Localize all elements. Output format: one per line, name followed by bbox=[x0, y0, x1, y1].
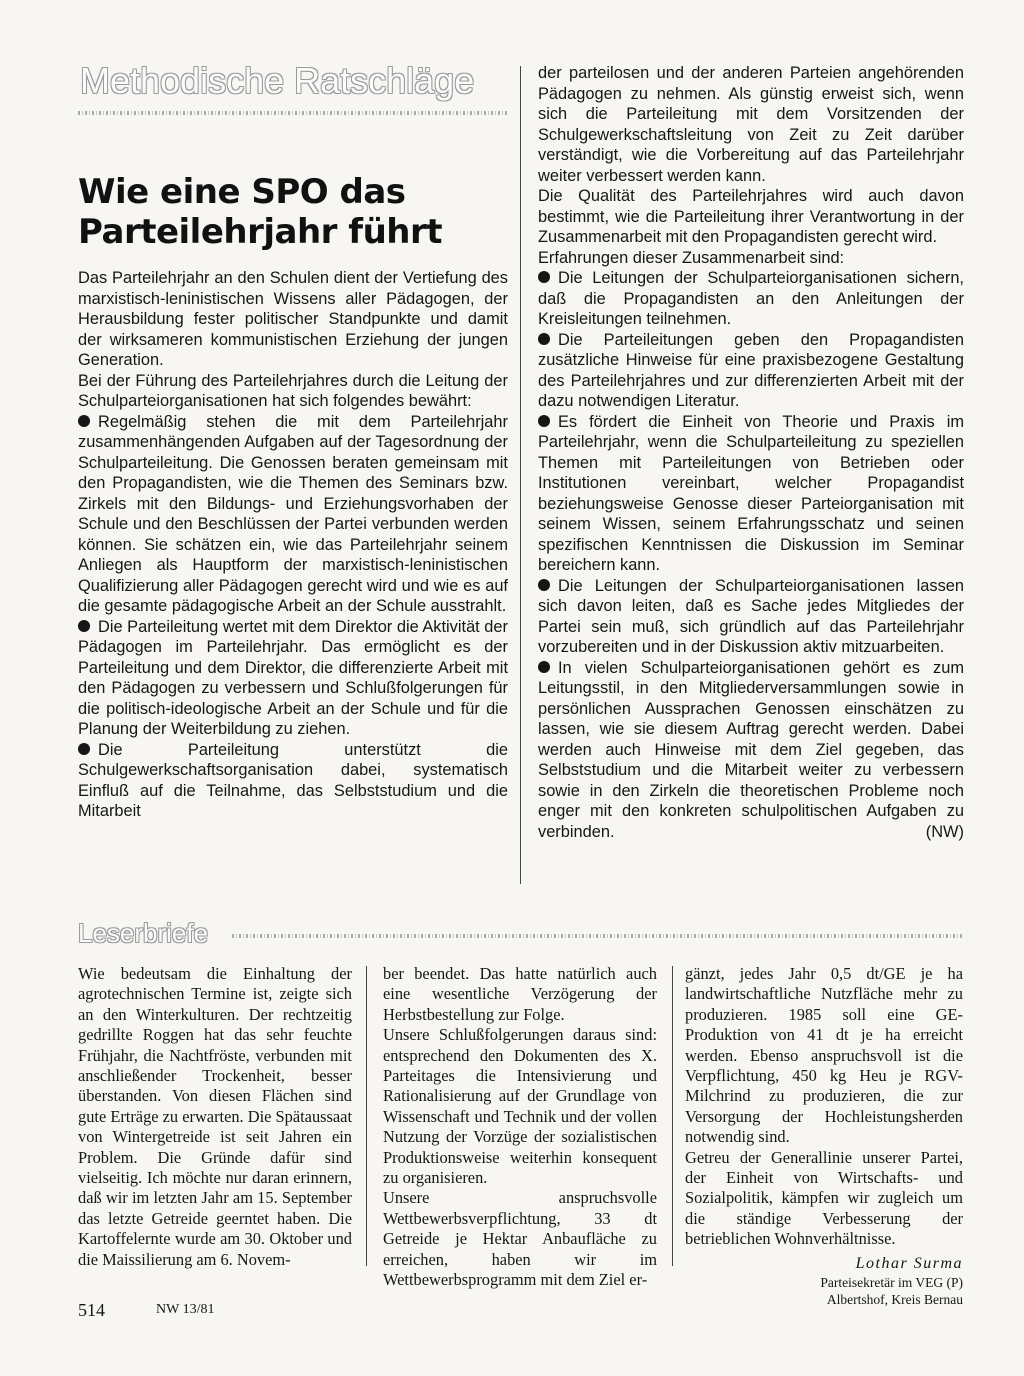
page-number: 514 bbox=[78, 1300, 105, 1320]
bullet-icon bbox=[78, 620, 90, 632]
column-divider bbox=[520, 66, 521, 884]
signature-name: Lothar Surma bbox=[855, 1254, 963, 1272]
letter-paragraph: gänzt, jedes Jahr 0,5 dt/GE je ha landwirtschaftliche Nutzfläche mehr zu produzieren. 1985 soll eine GE-Produktion von 41 dt je ha erreicht werden. Ebenso anspruchsvoll ist die Verpflichtung, 450 kg Heu je RGV-Milchrind zu produzieren, die zur Versorgung der Hochleistungsherden notwendig sind. bbox=[685, 964, 963, 1147]
article-column-right bbox=[538, 63, 964, 843]
bullet-icon bbox=[538, 579, 550, 591]
letter-paragraph: Getreu der Generallinie unserer Partei, der Einheit von Wirtschafts- und Sozialpolitik, kämpfen wir zugleich um die ständige Verbesserung der betrieblichen Wohnverhältnisse. bbox=[685, 1147, 963, 1249]
article-headline bbox=[78, 172, 508, 252]
letters-column-divider bbox=[672, 966, 673, 1266]
article-column-left bbox=[78, 268, 508, 822]
bullet-icon bbox=[538, 333, 550, 345]
letters-section-title: Leserbriefe bbox=[78, 918, 209, 948]
bullet-paragraph: Es fördert die Einheit von Theorie und Praxis im Parteilehrjahr, wenn die Schulparteileitung zu speziellen Themen mit Parteileitungen von Betrieben oder Institutionen vereinbart, welcher Propagandist beziehungsweise Genosse dieser Parteiorganisation mit seinem Wissen, seinem Erfahrungsschatz und seinen spezifischen Kenntnissen die Diskussion im Seminar bereichern kann. bbox=[538, 412, 964, 574]
letters-column-divider bbox=[366, 966, 367, 1266]
letter-signature bbox=[685, 1254, 963, 1308]
letter-paragraph: ber beendet. Das hatte natürlich auch eine wesentliche Verzögerung der Herbstbestellung zur Folge. bbox=[383, 964, 657, 1024]
paragraph: Erfahrungen dieser Zusammenarbeit sind: bbox=[538, 248, 845, 267]
bullet-icon bbox=[538, 271, 550, 283]
letters-divider bbox=[232, 934, 964, 938]
bullet-paragraph: In vielen Schulparteiorganisationen gehört es zum Leitungsstil, in den Mitgliederversammlungen sowie in persönlichen Aussprachen Genossen einschätzen zu lassen, wie sie diesem Auftrag gerecht werden. Dabei werden auch Hinweise mit dem Ziel gegeben, das Selbststudium und die Mitarbeit weiter zu verbessern sowie in den Zirkeln die theoretischen Probleme noch enger mit den konkreten schulpolitischen Aufgaben zu verbinden. bbox=[538, 658, 964, 841]
issue-label: NW 13/81 bbox=[156, 1302, 215, 1317]
bullet-paragraph: Die Parteileitungen geben den Propagandisten zusätzliche Hinweise für eine praxisbezogene Gestaltung des Parteilehrjahres und zur differenzierten Arbeit mit der dazu notwendigen Literatur. bbox=[538, 330, 964, 410]
letter-paragraph: Unsere anspruchsvolle Wettbewerbsverpflichtung, 33 dt Getreide je Hektar Anbaufläche zu erreichen, haben wir im Wettbewerbsprogramm mit dem Ziel er- bbox=[383, 1188, 657, 1290]
bullet-paragraph: Regelmäßig stehen die mit dem Parteilehrjahr zusammenhängenden Aufgaben auf der Tagesordnung der Schulparteileitung. Die Genossen beraten gemeinsam mit den Propagandisten, wie die Themen des Seminars bzw. Zirkels mit den Bildungs- und Erziehungsvorhaben der Schule und den Beschlüssen der Partei verbunden werden können. Sie schätzen ein, wie das Parteilehrjahr seinem Anliegen als Hauptform der marxistisch-leninistischen Qualifizierung aller Pädagogen gerecht wird und wie es auf die gesamte pädagogische Arbeit an der Schule ausstrahlt. bbox=[78, 412, 508, 615]
bullet-paragraph: Die Leitungen der Schulparteiorganisationen lassen sich davon leiten, daß es Sache jedes Mitgliedes der Partei sein muß, sich gründlich auf das Parteilehrjahr vorzubereiten und in der Diskussion aktiv mitzuarbeiten. bbox=[538, 576, 964, 656]
section-title: Methodische Ratschläge bbox=[80, 60, 475, 101]
headline-line-2: Parteilehrjahr führt bbox=[78, 212, 442, 252]
section-divider bbox=[78, 111, 508, 115]
letter-column-1 bbox=[78, 964, 352, 1270]
letter-column-2 bbox=[383, 964, 657, 1291]
paragraph: Das Parteilehrjahr an den Schulen dient der Vertiefung des marxistisch-leninistischen Wissens aller Pädagogen, der Herausbildung fester politischer Standpunkte und damit der wirksameren kommunistischen Erziehung der jungen Generation. bbox=[78, 269, 508, 369]
author-tag: (NW) bbox=[925, 823, 964, 841]
letter-paragraph: Unsere Schlußfolgerungen daraus sind: entsprechend den Dokumenten des X. Parteitages die Intensivierung und Rationalisierung auf der Grundlage von Wissenschaft und Technik und der vollen Nutzung der Vorzüge der sozialistischen Produktionsweise weiterhin konsequent zu organisieren. bbox=[383, 1025, 657, 1188]
letter-paragraph: Wie bedeutsam die Einhaltung der agrotechnischen Termine ist, zeigte sich an den Winterkulturen. Der rechtzeitig gedrillte Roggen hat das sehr feuchte Frühjahr, die Nachtfröste, verbunden mit anschließender Trockenheit, besser überstanden. Von diesen Flächen sind gute Erträge zu erwarten. Die Spätaussaat von Wintergetreide ist seit Jahren ein Problem. Die Gründe dafür sind vielseitig. Ich möchte nur daran erinnern, daß wir im letzten Jahr am 15. September das letzte Getreide geerntet haben. Die Kartoffelernte wurde am 30. Oktober und die Maissilierung am 6. Novem- bbox=[78, 964, 352, 1269]
letter-column-3 bbox=[685, 964, 963, 1308]
bullet-paragraph: Die Parteileitung unterstützt die Schulgewerkschaftsorganisation dabei, systematisch Einfluß auf die Teilnahme, das Selbststudium und die Mitarbeit bbox=[78, 740, 508, 820]
bullet-paragraph: Die Leitungen der Schulparteiorganisationen sichern, daß die Propagandisten an den Anleitungen der Kreisleitungen teilnehmen. bbox=[538, 269, 964, 328]
bullet-icon bbox=[78, 743, 90, 755]
paragraph: der parteilosen und der anderen Parteien angehörenden Pädagogen zu nehmen. Als günstig erweist sich, wenn sich die Parteileitung mit dem Vorsitzenden der Schulgewerkschaftsleitung von Zeit zu Zeit darüber verständigt, wie die Vorbereitung auf das Parteilehrjahr weiter verbessert werden kann. bbox=[538, 64, 964, 185]
paragraph: Die Qualität des Parteilehrjahres wird auch davon bestimmt, wie die Parteileitung ihrer Verantwortung in der Zusammenarbeit mit den Propagandisten gerecht wird. bbox=[538, 187, 964, 246]
headline-line-1: Wie eine SPO das bbox=[78, 172, 406, 212]
bullet-paragraph: Die Parteileitung wertet mit dem Direktor die Aktivität der Pädagogen im Parteilehrjahr. Das ermöglicht es der Parteileitung und dem Direktor, die differenzierte Arbeit mit den Pädagogen zu verbessern und Schlußfolgerungen für die politisch-ideologische Arbeit an der Schule und für die Planung der Weiterbildung zu ziehen. bbox=[78, 617, 508, 738]
bullet-icon bbox=[538, 415, 550, 427]
paragraph: Bei der Führung des Parteilehrjahres durch die Leitung der Schulparteiorganisationen hat sich folgendes bewährt: bbox=[78, 371, 508, 410]
bullet-icon bbox=[538, 661, 550, 673]
signature-line-1: Parteisekretär im VEG (P) bbox=[820, 1274, 963, 1290]
signature-line-2: Albertshof, Kreis Bernau bbox=[826, 1291, 963, 1307]
bullet-icon bbox=[78, 415, 90, 427]
